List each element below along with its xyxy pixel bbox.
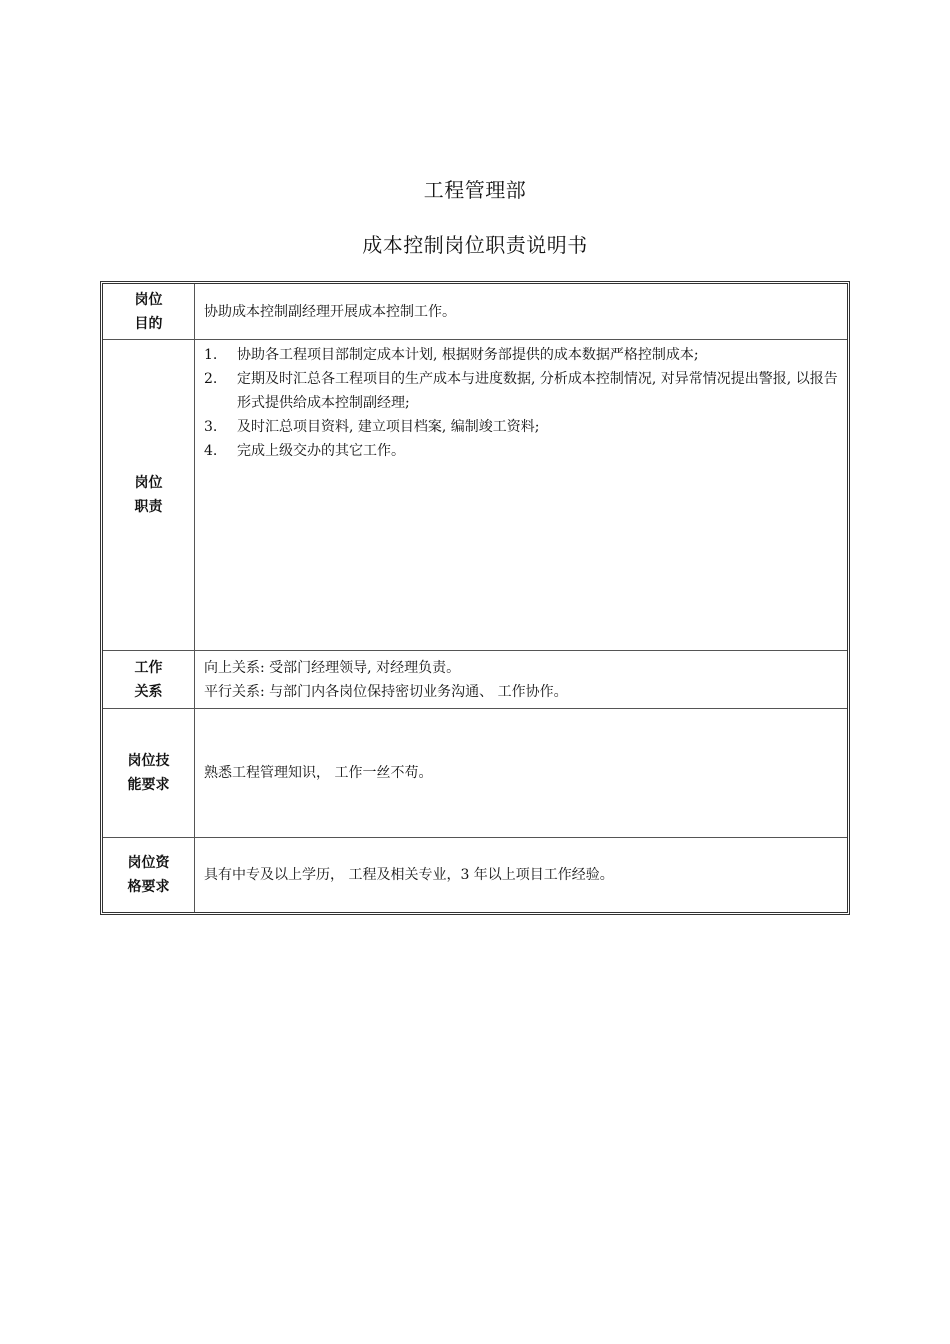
duty-item <box>204 367 839 415</box>
document-title: 成本控制岗位职责说明书 <box>362 233 588 257</box>
table-row-relations <box>103 651 847 709</box>
label-purpose-line1: 岗位 <box>134 291 163 308</box>
qualifications-text: 具有中专及以上学历， 工程及相关专业，3 年以上项目工作经验。 <box>204 867 614 883</box>
table-row-purpose <box>103 284 847 340</box>
duty-text: 及时汇总项目资料, 建立项目档案, 编制竣工资料; <box>237 419 540 435</box>
label-duties-line1: 岗位 <box>134 475 163 491</box>
duty-text: 完成上级交办的其它工作。 <box>237 443 405 459</box>
upward-relation-text: 向上关系: 受部门经理领导, 对经理负责。 <box>204 659 461 676</box>
skills-text: 熟悉工程管理知识， 工作一丝不苟。 <box>195 709 847 838</box>
job-description-table <box>100 281 850 915</box>
label-duties-line2: 职责 <box>134 499 163 515</box>
label-relations-line1: 工作 <box>134 659 163 676</box>
label-qualifications-line1: 岗位资 <box>127 855 170 871</box>
label-skills-line2: 能要求 <box>127 777 170 793</box>
duty-number: 4. <box>204 443 218 459</box>
table-row-skills <box>103 709 847 838</box>
table-row-qualifications <box>103 838 847 912</box>
duty-item <box>204 415 839 439</box>
label-duties <box>103 340 195 651</box>
label-skills <box>103 709 195 838</box>
duties-list <box>204 343 839 463</box>
label-purpose <box>103 284 195 340</box>
department-title: 工程管理部 <box>423 178 527 202</box>
duties-content <box>195 340 847 651</box>
relations-content <box>195 651 847 709</box>
label-qualifications <box>103 838 195 912</box>
duty-number: 2. <box>204 371 218 387</box>
purpose-text: 协助成本控制副经理开展成本控制工作。 <box>195 284 847 340</box>
duty-item <box>204 439 839 463</box>
duty-number: 3. <box>204 419 218 435</box>
parallel-relation-text: 平行关系: 与部门内各岗位保持密切业务沟通、 工作协作。 <box>204 683 568 700</box>
table-row-duties <box>103 340 847 651</box>
label-relations-line2: 关系 <box>134 683 163 700</box>
duty-item <box>204 343 839 367</box>
duty-number: 1. <box>204 347 218 363</box>
label-qualifications-line2: 格要求 <box>127 879 170 895</box>
label-skills-line1: 岗位技 <box>127 753 170 769</box>
label-purpose-line2: 目的 <box>134 315 163 332</box>
duty-text: 协助各工程项目部制定成本计划, 根据财务部提供的成本数据严格控制成本; <box>237 347 699 363</box>
duty-text: 定期及时汇总各工程项目的生产成本与进度数据, 分析成本控制情况, 对异常情况提出警报, 以报告形式提供给成本控制副经理; <box>237 371 838 411</box>
label-relations <box>103 651 195 709</box>
